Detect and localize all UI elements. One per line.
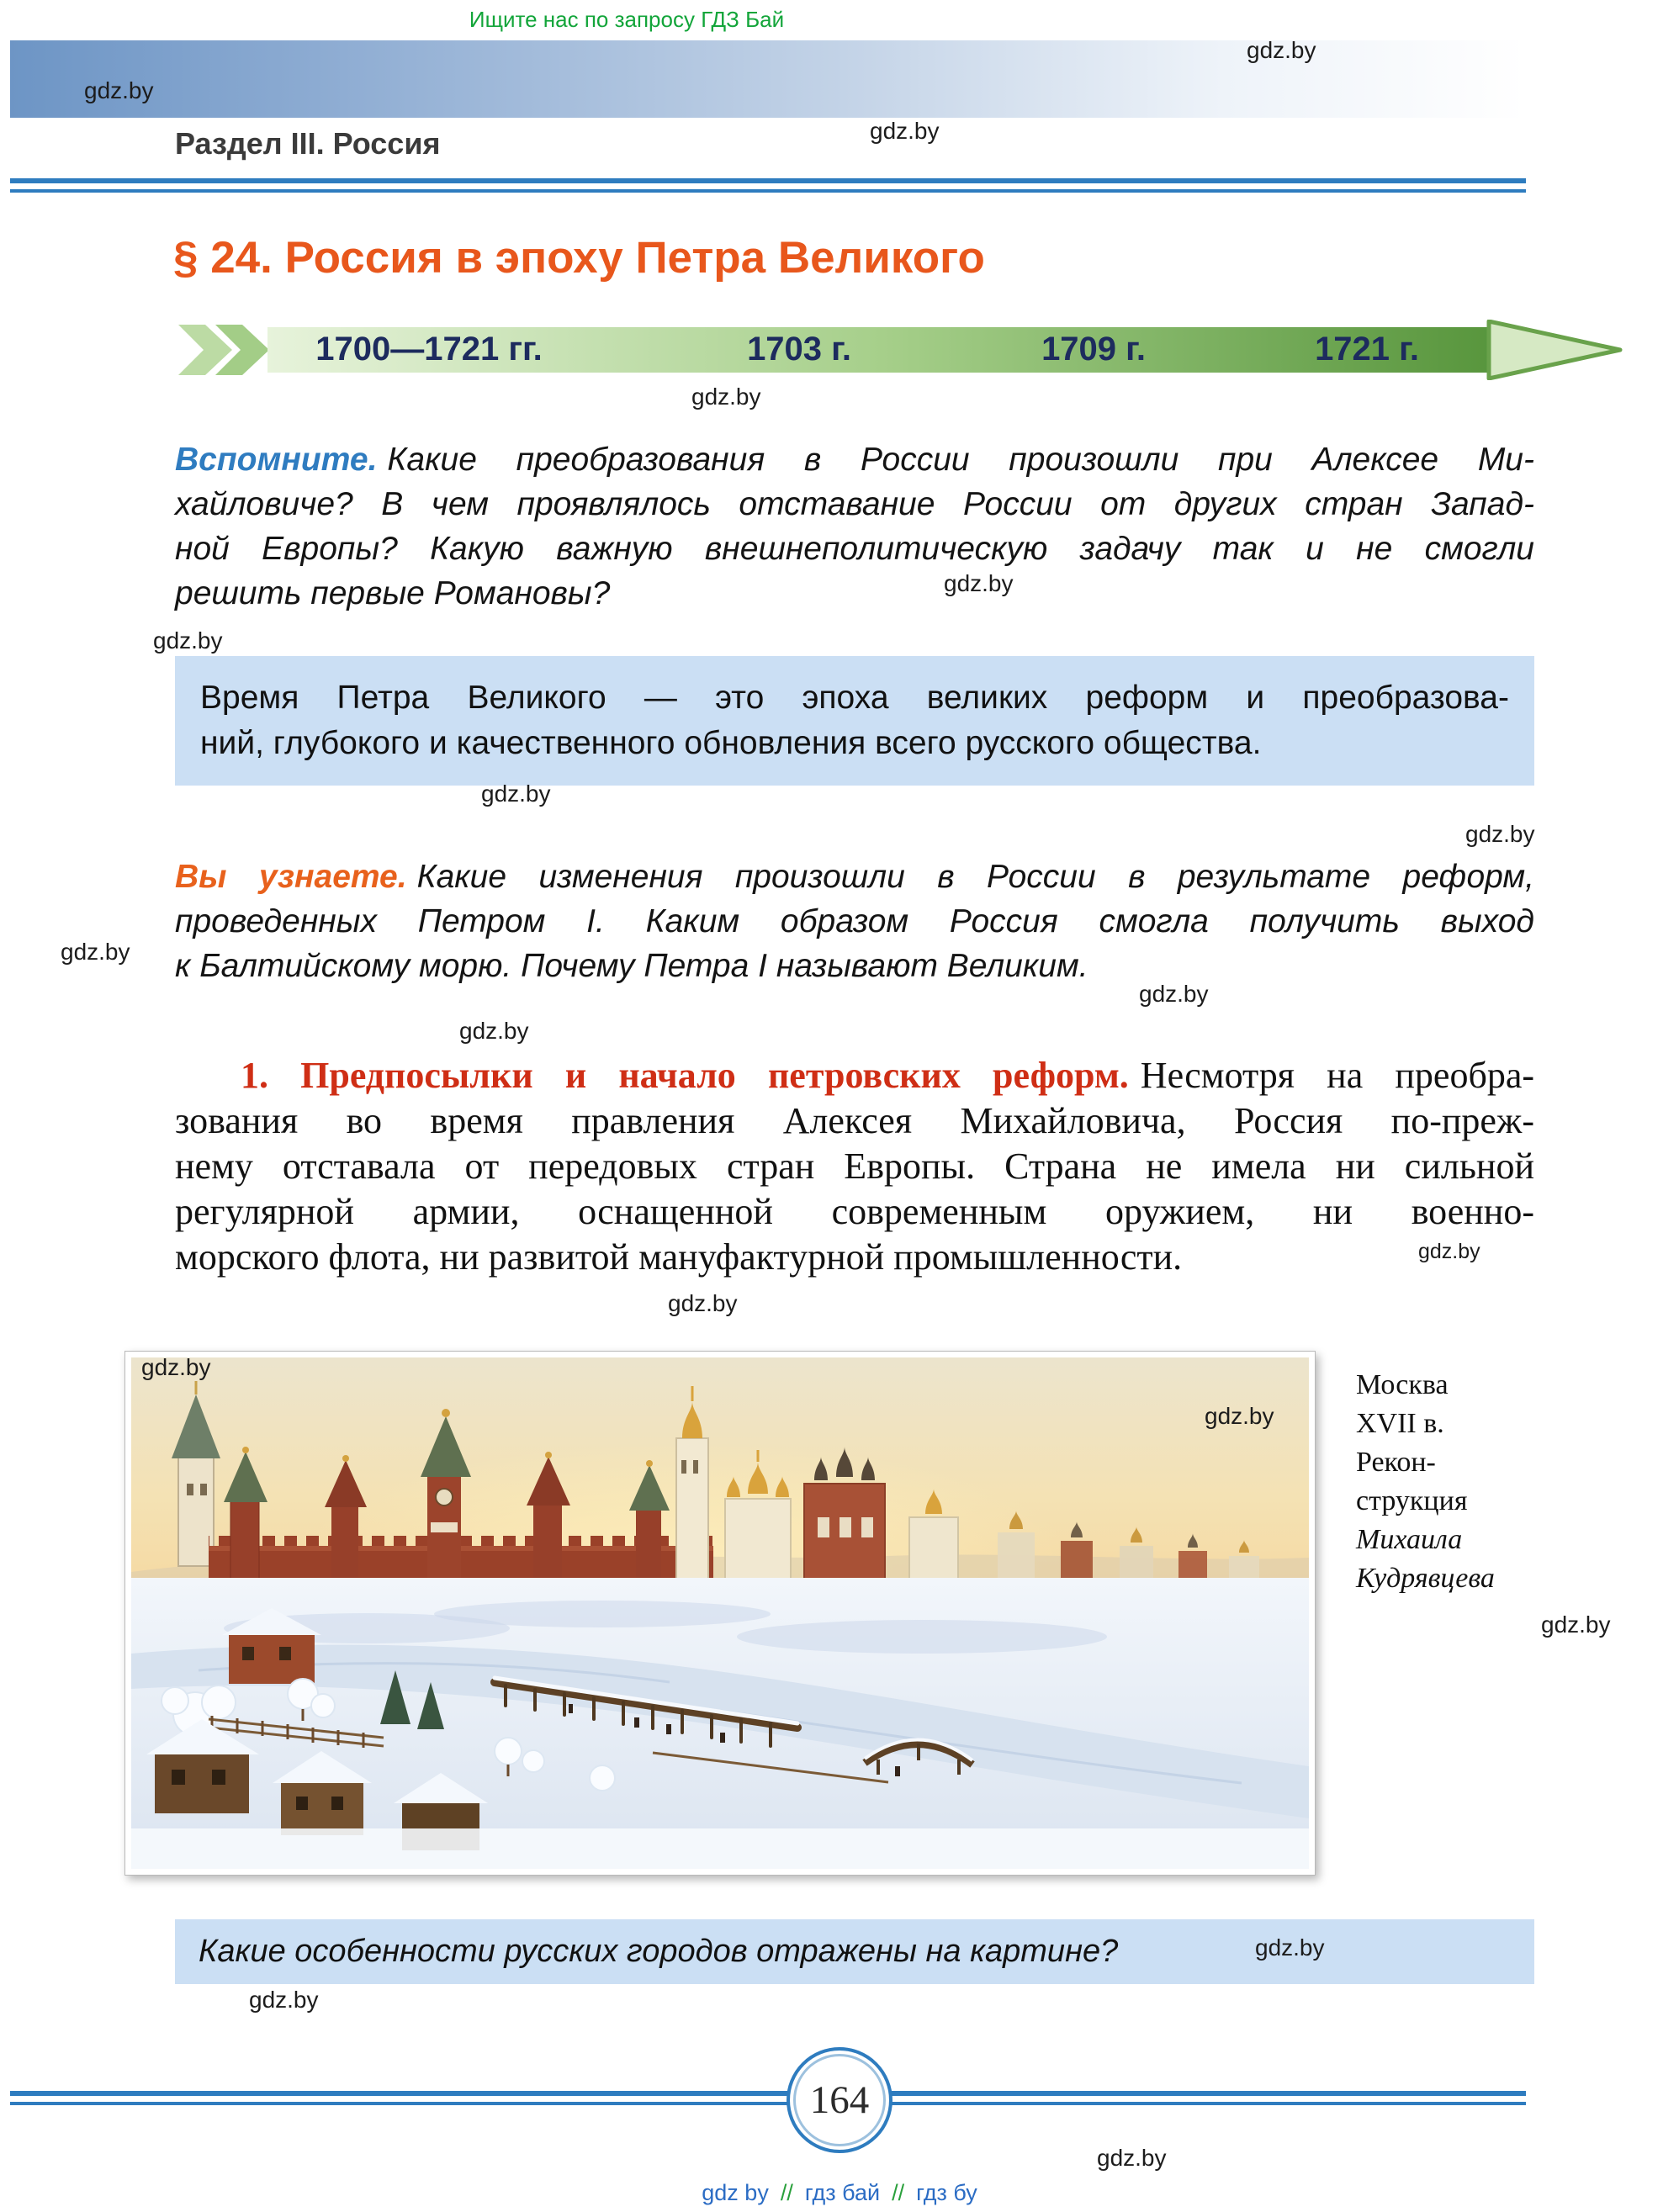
footer-links xyxy=(702,2180,977,2206)
footer-rule xyxy=(10,2091,1526,2105)
watermark: gdz.by xyxy=(481,781,551,807)
watermark: gdz.by xyxy=(249,1987,319,2013)
learn-line xyxy=(175,855,1534,899)
page-number: 164 xyxy=(809,2078,870,2122)
section1-lead: Несмотря на преобра- xyxy=(1140,1055,1535,1096)
recall-line-text: Какие преобразования в России произошли при Алексее Ми- xyxy=(387,442,1534,478)
watermark: gdz.by xyxy=(1541,1611,1611,1638)
recall-line xyxy=(175,437,1534,482)
body-paragraph xyxy=(175,1053,1534,1280)
watermark: gdz.by xyxy=(141,1354,211,1380)
body-line xyxy=(175,1053,1534,1098)
watermark: gdz.by xyxy=(691,384,761,410)
caption-line: Москва xyxy=(1356,1369,1449,1400)
watermark: gdz.by xyxy=(1097,2145,1167,2171)
body-line: регулярной армии, оснащенной современным оружием, ни военно- xyxy=(175,1191,1534,1232)
figure-frame xyxy=(124,1351,1316,1876)
highlight-box xyxy=(175,656,1534,786)
recall-line: хайловиче? В чем проявлялось отставание России от других стран Запад- xyxy=(175,486,1534,522)
timeline-date-3: 1709 г. xyxy=(1041,331,1146,368)
caption-author-line: Михаила xyxy=(1356,1524,1463,1555)
watermark: gdz.by xyxy=(1465,821,1535,847)
timeline-date-4: 1721 г. xyxy=(1315,331,1419,368)
watermark: gdz.by xyxy=(61,939,130,965)
watermark: gdz.by xyxy=(1139,981,1209,1007)
recall-label: Вспомните. xyxy=(175,442,378,478)
top-search-note: Ищите нас по запросу ГДЗ Бай xyxy=(469,7,785,32)
footer-link[interactable]: gdz by xyxy=(702,2180,769,2205)
recall-line: решить первые Романовы? xyxy=(175,575,611,611)
paragraph-title: § 24. Россия в эпоху Петра Великого xyxy=(173,233,985,283)
watermark: gdz.by xyxy=(668,1290,738,1316)
section-header: Раздел III. Россия xyxy=(175,126,441,161)
watermark: gdz.by xyxy=(870,118,940,144)
question-box xyxy=(175,1919,1534,1984)
learn-line-text: Какие изменения произошли в России в результате реформ, xyxy=(416,859,1535,895)
watermark: gdz.by xyxy=(1418,1240,1480,1263)
watermark: gdz.by xyxy=(1247,37,1316,63)
footer-link[interactable]: гдз бай xyxy=(804,2180,881,2205)
footer-separator: // xyxy=(892,2180,905,2205)
learn-paragraph xyxy=(175,855,1534,988)
caption-line: Рекон- xyxy=(1356,1447,1436,1478)
caption-author-line: Кудрявцева xyxy=(1356,1563,1495,1594)
learn-line: проведенных Петром I. Каким образом Россия смогла получить выход xyxy=(175,903,1534,939)
learn-label: Вы узнаете. xyxy=(175,859,407,895)
watermark: gdz.by xyxy=(944,570,1014,596)
body-line: зования во время правления Алексея Михайловича, Россия по-преж- xyxy=(175,1100,1534,1141)
body-line: морского флота, ни развитой мануфактурной промышленности. xyxy=(175,1236,1183,1278)
timeline-date-2: 1703 г. xyxy=(747,331,851,368)
recall-paragraph xyxy=(175,437,1534,616)
timeline-date-1: 1700—1721 гг. xyxy=(315,331,543,368)
highlight-line: ний, глубокого и качественного обновления всего русского общества. xyxy=(200,725,1262,761)
page-number-badge xyxy=(787,2047,892,2153)
footer-separator: // xyxy=(780,2180,793,2205)
recall-line: ной Европы? Какую важную внешнеполитическую задачу так и не смогли xyxy=(175,531,1534,567)
section1-heading: 1. Предпосылки и начало петровских реформ. xyxy=(241,1055,1129,1096)
watermark: gdz.by xyxy=(153,627,223,654)
moscow-painting-image xyxy=(131,1357,1309,1869)
watermark: gdz.by xyxy=(1255,1934,1325,1961)
header-rule xyxy=(10,178,1526,193)
watermark: gdz.by xyxy=(1205,1403,1274,1429)
learn-line: к Балтийскому морю. Почему Петра I называют Великим. xyxy=(175,948,1088,984)
question-text: Какие особенности русских городов отражены на картине? xyxy=(199,1934,1119,1969)
timeline xyxy=(177,320,1623,380)
caption-line: струкция xyxy=(1356,1485,1468,1516)
watermark: gdz.by xyxy=(459,1018,529,1044)
watermark: gdz.by xyxy=(84,77,154,103)
caption-line: XVII в. xyxy=(1356,1408,1444,1439)
highlight-line: Время Петра Великого — это эпоха великих реформ и преобразова- xyxy=(200,680,1509,716)
footer-link[interactable]: гдз бу xyxy=(916,2180,977,2205)
body-line: нему отставала от передовых стран Европы. Страна не имела ни сильной xyxy=(175,1146,1534,1187)
figure-caption xyxy=(1356,1366,1642,1598)
